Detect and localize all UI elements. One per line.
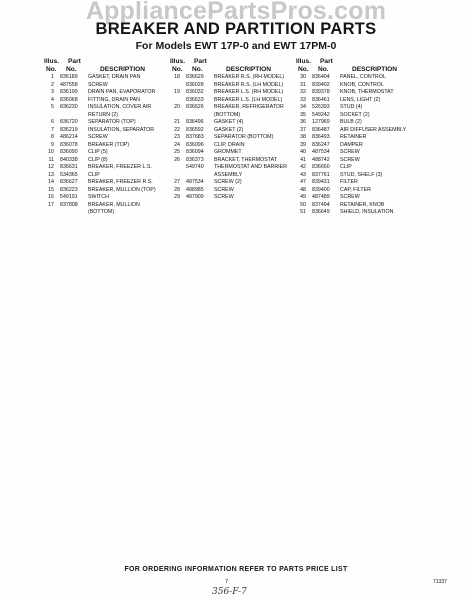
part-description: SCREW bbox=[88, 81, 108, 88]
part-description: DAMPER bbox=[340, 141, 363, 148]
part-description: SCREW bbox=[340, 194, 360, 200]
part-number: 836230 bbox=[60, 104, 78, 110]
part-number: 526393 bbox=[312, 104, 330, 110]
illus-number: 21 bbox=[174, 119, 180, 125]
illus-number: 19 bbox=[174, 89, 180, 95]
part-number: 836493 bbox=[312, 134, 330, 140]
part-description: BRACKET, THERMOSTAT bbox=[214, 156, 277, 163]
part-description: CLIP (8) bbox=[88, 156, 108, 163]
part-description: SCREW (2) bbox=[214, 179, 242, 185]
part-description: KNOB, THERMOSTAT bbox=[340, 89, 394, 95]
illus-number: 10 bbox=[48, 149, 54, 155]
parts-row bbox=[296, 202, 431, 210]
parts-column-1 bbox=[44, 58, 174, 217]
part-number: 836627 bbox=[60, 179, 78, 185]
description-label: DESCRIPTION bbox=[226, 66, 272, 73]
parts-row bbox=[44, 172, 174, 180]
parts-row bbox=[170, 157, 300, 165]
parts-row bbox=[170, 89, 300, 97]
parts-row bbox=[296, 187, 431, 195]
part-description: SCREW bbox=[214, 194, 234, 200]
parts-row bbox=[170, 187, 300, 195]
illus-number: 36 bbox=[300, 119, 306, 125]
description-label: DESCRIPTION bbox=[100, 66, 146, 73]
part-number: 836094 bbox=[186, 149, 204, 155]
parts-row bbox=[296, 134, 431, 142]
part-description: BREAKER R.S. (LH MODEL) bbox=[214, 81, 284, 88]
parts-row bbox=[44, 209, 174, 217]
illus-number: 49 bbox=[300, 194, 306, 200]
parts-row bbox=[44, 164, 174, 172]
illus-number: 13 bbox=[48, 171, 54, 178]
parts-row bbox=[44, 104, 174, 112]
illus-number: 48 bbox=[300, 186, 306, 193]
part-number: 837808 bbox=[60, 201, 78, 208]
part-number: 487558 bbox=[60, 81, 78, 88]
part-number: 836028 bbox=[186, 81, 204, 88]
parts-row bbox=[44, 202, 174, 210]
illus-number: 18 bbox=[174, 74, 180, 80]
illus-number: 30 bbox=[300, 74, 306, 80]
part-description: BREAKER L.S. (LH MODEL) bbox=[214, 96, 283, 103]
illus-number: 23 bbox=[174, 134, 180, 140]
part-description: GROMMET bbox=[214, 149, 242, 155]
part-no-label: No. bbox=[318, 66, 329, 73]
part-number: 837761 bbox=[312, 171, 330, 178]
part-description: ASSEMBLY bbox=[214, 171, 243, 178]
part-number: 487534 bbox=[186, 179, 204, 185]
parts-row bbox=[296, 112, 431, 120]
parts-row bbox=[296, 149, 431, 157]
illus-number: 16 bbox=[48, 194, 54, 200]
part-number: 488742 bbox=[312, 156, 330, 163]
part-number: 836487 bbox=[312, 126, 330, 133]
parts-row bbox=[44, 157, 174, 165]
part-number: 836247 bbox=[312, 141, 330, 148]
page-title: BREAKER AND PARTITION PARTS bbox=[95, 20, 377, 38]
part-number: 488985 bbox=[186, 186, 204, 193]
part-label: Part bbox=[320, 58, 333, 65]
part-description: DRAIN PAN, EVAPORATOR bbox=[88, 89, 156, 95]
parts-row bbox=[296, 97, 431, 105]
parts-row bbox=[44, 112, 174, 120]
part-number: 836592 bbox=[186, 126, 204, 133]
part-number: 837683 bbox=[186, 134, 204, 140]
parts-row bbox=[296, 172, 431, 180]
illus-number: 8 bbox=[51, 134, 54, 140]
illus-number: 9 bbox=[51, 141, 54, 148]
part-description: STUD, SHELF (3) bbox=[340, 171, 383, 178]
illus-number: 35 bbox=[300, 111, 306, 118]
column-header bbox=[44, 58, 174, 74]
part-number: 487489 bbox=[312, 194, 330, 200]
illus-number: 15 bbox=[48, 186, 54, 193]
part-number: 836199 bbox=[60, 89, 78, 95]
parts-row bbox=[170, 104, 300, 112]
part-number: 549740 bbox=[186, 164, 204, 170]
part-description: GASKET (4) bbox=[214, 119, 244, 125]
illus-number: 40 bbox=[300, 149, 306, 155]
part-number: 836649 bbox=[312, 209, 330, 215]
illus-number: 51 bbox=[300, 209, 306, 215]
parts-row bbox=[296, 179, 431, 187]
parts-row bbox=[44, 179, 174, 187]
illus-number: 20 bbox=[174, 104, 180, 110]
parts-row bbox=[44, 74, 174, 82]
part-description: BREAKER (TOP) bbox=[88, 141, 130, 148]
parts-row bbox=[44, 187, 174, 195]
part-description: BREAKER, FREEZER L.S. bbox=[88, 164, 152, 170]
illus-no-label: No. bbox=[172, 66, 183, 73]
part-description: RETURN (2) bbox=[88, 111, 119, 118]
part-label: Part bbox=[194, 58, 207, 65]
illus-number: 4 bbox=[51, 96, 54, 103]
illus-number: 3 bbox=[51, 89, 54, 95]
illus-number: 47 bbox=[300, 179, 306, 185]
part-description: SCREW bbox=[214, 186, 234, 193]
part-number: 549242 bbox=[312, 111, 330, 118]
illus-no-label: No. bbox=[46, 66, 57, 73]
part-number: 486214 bbox=[60, 134, 78, 140]
page-number: 7 bbox=[225, 579, 229, 585]
part-description: BREAKER, MULLION (TOP) bbox=[88, 186, 156, 193]
part-description: SHIELD, INSULATION bbox=[340, 209, 394, 215]
illus-number: 1 bbox=[51, 74, 54, 80]
part-number: 836660 bbox=[312, 164, 330, 170]
parts-row bbox=[296, 104, 431, 112]
part-description: GASKET, DRAIN PAN bbox=[88, 74, 141, 80]
part-number: 836461 bbox=[312, 96, 330, 103]
part-number: 836068 bbox=[60, 96, 78, 103]
part-number: 836626 bbox=[186, 104, 204, 110]
parts-column-3 bbox=[296, 58, 431, 217]
part-number: 487909 bbox=[186, 194, 204, 200]
part-number: 836633 bbox=[186, 96, 204, 103]
illus-label: Illus. bbox=[44, 58, 60, 65]
page-subtitle: For Models EWT 17P-0 and EWT 17PM-0 bbox=[135, 40, 337, 52]
illus-number: 26 bbox=[174, 156, 180, 163]
column-header bbox=[170, 58, 300, 74]
part-number: 836219 bbox=[60, 126, 78, 133]
parts-row bbox=[44, 149, 174, 157]
part-description: CAP, FILTER bbox=[340, 186, 372, 193]
part-number: 487534 bbox=[312, 149, 330, 155]
part-label: Part bbox=[68, 58, 81, 65]
part-description: STUD (4) bbox=[340, 104, 363, 110]
part-number: 836223 bbox=[60, 186, 78, 193]
illus-number: 50 bbox=[300, 201, 306, 208]
illus-number: 5 bbox=[51, 104, 54, 110]
illus-number: 42 bbox=[300, 164, 306, 170]
part-number: 839402 bbox=[312, 81, 330, 88]
parts-row bbox=[296, 74, 431, 82]
part-description: CLIP (5) bbox=[88, 149, 108, 155]
illus-number: 43 bbox=[300, 171, 306, 178]
illus-number: 17 bbox=[48, 201, 54, 208]
description-label: DESCRIPTION bbox=[352, 66, 398, 73]
part-description: CLIP bbox=[340, 164, 352, 170]
part-description: RETAINER, KNOB bbox=[340, 201, 385, 208]
part-description: THERMOSTAT AND BARRIER bbox=[214, 164, 287, 170]
parts-row bbox=[170, 179, 300, 187]
column-header bbox=[296, 58, 431, 74]
illus-number: 34 bbox=[300, 104, 306, 110]
part-number: 836373 bbox=[186, 156, 204, 163]
parts-row bbox=[44, 134, 174, 142]
part-number: 836631 bbox=[60, 164, 78, 170]
part-description: SEPARATOR (BOTTOM) bbox=[214, 134, 274, 140]
part-description: KNOB, CONTROL bbox=[340, 81, 384, 88]
parts-row bbox=[44, 119, 174, 127]
parts-row bbox=[170, 82, 300, 90]
part-number: 836189 bbox=[60, 74, 78, 80]
parts-row bbox=[170, 142, 300, 150]
illus-number: 12 bbox=[48, 164, 54, 170]
part-description: SWITCH bbox=[88, 194, 109, 200]
part-number: 836496 bbox=[186, 119, 204, 125]
part-number: 836096 bbox=[186, 141, 204, 148]
part-number: 836090 bbox=[60, 149, 78, 155]
illus-number: 28 bbox=[174, 186, 180, 193]
part-description: BREAKER R.S. (RH MODEL) bbox=[214, 74, 285, 80]
part-number: 836078 bbox=[60, 141, 78, 148]
illus-number: 31 bbox=[300, 81, 306, 88]
part-number: 836404 bbox=[312, 74, 330, 80]
illus-label: Illus. bbox=[170, 58, 186, 65]
parts-row bbox=[44, 142, 174, 150]
parts-list bbox=[170, 74, 300, 202]
parts-row bbox=[296, 209, 431, 217]
part-description: SCREW bbox=[340, 156, 360, 163]
parts-row bbox=[44, 82, 174, 90]
illus-number: 37 bbox=[300, 126, 306, 133]
part-number: 840338 bbox=[60, 156, 78, 163]
parts-row bbox=[296, 82, 431, 90]
illus-number: 41 bbox=[300, 156, 306, 163]
illus-number: 24 bbox=[174, 141, 180, 148]
parts-row bbox=[170, 74, 300, 82]
ordering-note: FOR ORDERING INFORMATION REFER TO PARTS PRICE LIST bbox=[124, 566, 348, 573]
part-description: CLIP bbox=[88, 171, 100, 178]
illus-number: 27 bbox=[174, 179, 180, 185]
part-description: SCREW bbox=[340, 149, 360, 155]
part-description: GASKET (2) bbox=[214, 126, 244, 133]
parts-row bbox=[296, 142, 431, 150]
part-description: (BOTTOM) bbox=[88, 209, 115, 215]
parts-row bbox=[170, 112, 300, 120]
part-description: RETAINER bbox=[340, 134, 367, 140]
illus-number: 11 bbox=[48, 156, 54, 163]
parts-row bbox=[296, 164, 431, 172]
part-number: 836629 bbox=[186, 74, 204, 80]
part-description: BREAKER, MULLION bbox=[88, 201, 140, 208]
parts-row bbox=[296, 194, 431, 202]
illus-number: 6 bbox=[51, 119, 54, 125]
part-number: 534365 bbox=[60, 171, 78, 178]
parts-row bbox=[296, 127, 431, 135]
parts-list bbox=[296, 74, 431, 217]
parts-row bbox=[170, 97, 300, 105]
parts-row bbox=[44, 89, 174, 97]
part-description: SOCKET (2) bbox=[340, 111, 370, 118]
illus-number: 14 bbox=[48, 179, 54, 185]
illus-number: 22 bbox=[174, 126, 180, 133]
illus-number: 32 bbox=[300, 89, 306, 95]
parts-row bbox=[44, 97, 174, 105]
parts-list bbox=[44, 74, 174, 217]
part-no-label: No. bbox=[66, 66, 77, 73]
part-description: BULB (2) bbox=[340, 119, 362, 125]
illus-number: 38 bbox=[300, 134, 306, 140]
part-description: BREAKER L.S. (RH MODEL) bbox=[214, 89, 284, 95]
parts-row bbox=[170, 164, 300, 172]
part-description: INSULATION, COVER AIR bbox=[88, 104, 152, 110]
part-description: AIR DIFFUSER ASSEMBLY bbox=[340, 126, 407, 133]
part-description: INSULATION, SEPARATOR bbox=[88, 126, 155, 133]
part-number: 839431 bbox=[312, 179, 330, 185]
part-number: 839378 bbox=[312, 89, 330, 95]
part-description: FILTER bbox=[340, 179, 358, 185]
parts-row bbox=[170, 149, 300, 157]
parts-row bbox=[170, 127, 300, 135]
part-number: 127969 bbox=[312, 119, 330, 125]
parts-column-2 bbox=[170, 58, 300, 202]
part-number: 836032 bbox=[186, 89, 204, 95]
part-number: 549191 bbox=[60, 194, 78, 200]
part-number: 837494 bbox=[312, 201, 330, 208]
part-description: SEPARATOR (TOP) bbox=[88, 119, 136, 125]
parts-row bbox=[170, 134, 300, 142]
part-description: CLIP, DRAIN bbox=[214, 141, 245, 148]
part-description: FITTING, DRAIN PAN bbox=[88, 96, 140, 103]
illus-number: 25 bbox=[174, 149, 180, 155]
illus-number: 7 bbox=[51, 126, 54, 133]
part-description: BREAKER, FREEZER R.S. bbox=[88, 179, 153, 185]
part-description: (BOTTOM) bbox=[214, 111, 241, 118]
watermark: AppliancePartsPros.com bbox=[85, 0, 387, 25]
part-description: BREAKER, REFRIGERATOR bbox=[214, 104, 284, 110]
handwritten-note: 356-F-7 bbox=[212, 587, 247, 597]
illus-no-label: No. bbox=[298, 66, 309, 73]
parts-row bbox=[296, 157, 431, 165]
part-number: 839400 bbox=[312, 186, 330, 193]
parts-row bbox=[170, 119, 300, 127]
illus-label: Illus. bbox=[296, 58, 312, 65]
part-description: LENS, LIGHT (2) bbox=[340, 96, 381, 103]
parts-row bbox=[296, 119, 431, 127]
part-description: PANEL, CONTROL bbox=[340, 74, 386, 80]
illus-number: 2 bbox=[51, 81, 54, 88]
illus-number: 39 bbox=[300, 141, 306, 148]
part-description: SCREW bbox=[88, 134, 108, 140]
illus-number: 29 bbox=[174, 194, 180, 200]
parts-row bbox=[44, 127, 174, 135]
parts-row bbox=[170, 194, 300, 202]
part-number: 836720 bbox=[60, 119, 78, 125]
illus-number: 33 bbox=[300, 96, 306, 103]
parts-row bbox=[170, 172, 300, 180]
document-code: 71337 bbox=[433, 579, 447, 585]
part-no-label: No. bbox=[192, 66, 203, 73]
parts-row bbox=[44, 194, 174, 202]
parts-row bbox=[296, 89, 431, 97]
